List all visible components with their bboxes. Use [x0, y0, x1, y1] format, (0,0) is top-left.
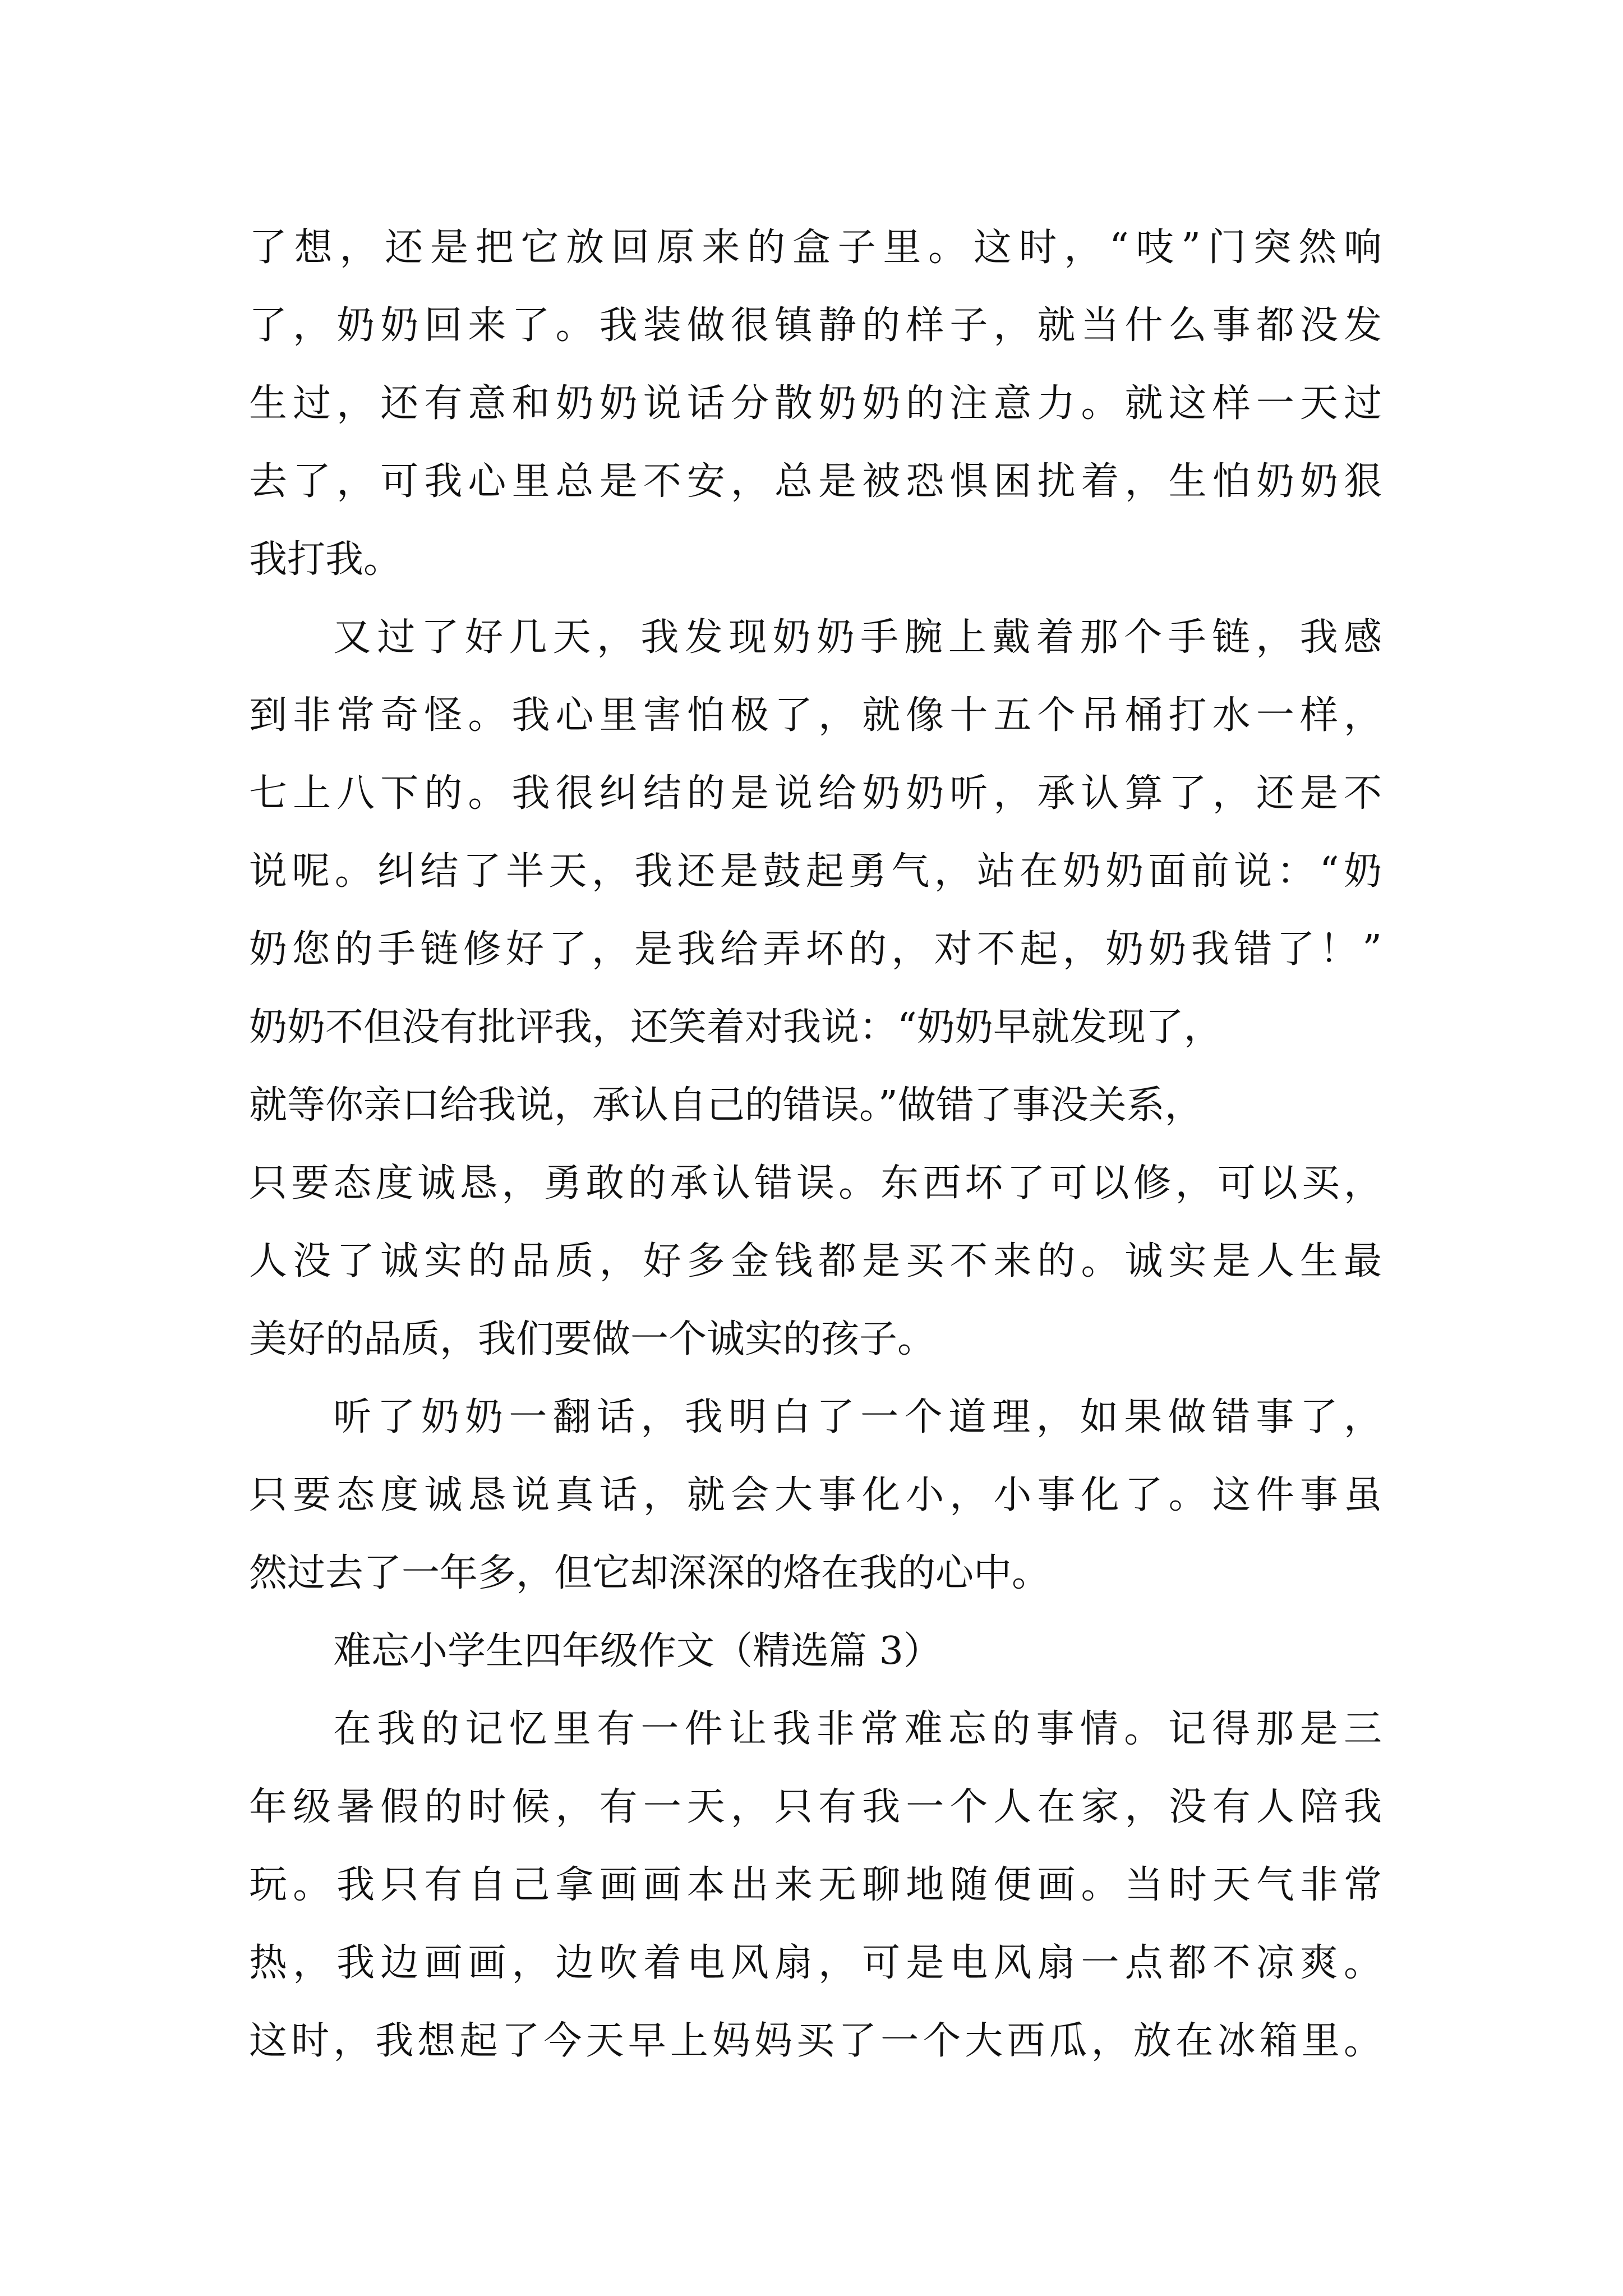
essay-text: [249, 209, 1382, 2080]
text-line: 了，奶奶回来了。我装做很镇静的样子，就当什么事都没发: [249, 303, 1382, 348]
text-line: 人没了诚实的品质，好多金钱都是买不来的。诚实是人生最: [249, 1239, 1382, 1283]
text-line: 奶奶不但没有批评我，还笑着对我说：“奶奶早就发现了，: [249, 1005, 1222, 1050]
text-line: 去了，可我心里总是不安，总是被恐惧困扰着，生怕奶奶狠: [249, 459, 1382, 504]
text-line: 我打我。: [249, 537, 402, 582]
text-line: 在我的记忆里有一件让我非常难忘的事情。记得那是三: [333, 1707, 1382, 1751]
text-line: 听了奶奶一翻话，我明白了一个道理，如果做错事了，: [333, 1395, 1382, 1439]
text-line: 了想，还是把它放回原来的盒子里。这时，“吱”门突然响: [249, 226, 1382, 270]
text-line: 美好的品质，我们要做一个诚实的孩子。: [249, 1317, 936, 1361]
text-line: 玩。我只有自己拿画画本出来无聊地随便画。当时天气非常: [249, 1863, 1382, 1907]
text-line: 热，我边画画，边吹着电风扇，可是电风扇一点都不凉爽。: [249, 1941, 1382, 1985]
text-line: 说呢。纠结了半天，我还是鼓起勇气，站在奶奶面前说：“奶: [249, 849, 1382, 894]
text-line: 到非常奇怪。我心里害怕极了，就像十五个吊桶打水一样，: [249, 693, 1382, 738]
text-line: 奶您的手链修好了，是我给弄坏的，对不起，奶奶我错了！”: [249, 927, 1382, 972]
text-line: 只要态度诚恳，勇敢的承认错误。东西坏了可以修，可以买，: [249, 1161, 1382, 1205]
text-line: 难忘小学生四年级作文（精选篇 3）: [333, 1629, 942, 1673]
text-line: 七上八下的。我很纠结的是说给奶奶听，承认算了，还是不: [249, 771, 1382, 816]
text-line: 又过了好几天，我发现奶奶手腕上戴着那个手链，我感: [333, 615, 1382, 660]
text-line: 生过，还有意和奶奶说话分散奶奶的注意力。就这样一天过: [249, 381, 1382, 426]
text-line: 然过去了一年多，但它却深深的烙在我的心中。: [249, 1551, 1050, 1595]
text-line: 就等你亲口给我说，承认自己的错误。”做错了事没关系，: [249, 1083, 1203, 1128]
text-line: 这时，我想起了今天早上妈妈买了一个大西瓜，放在冰箱里。: [249, 2019, 1382, 2063]
text-line: 只要态度诚恳说真话，就会大事化小，小事化了。这件事虽: [249, 1473, 1382, 1517]
text-line: 年级暑假的时候，有一天，只有我一个人在家，没有人陪我: [249, 1785, 1382, 1829]
